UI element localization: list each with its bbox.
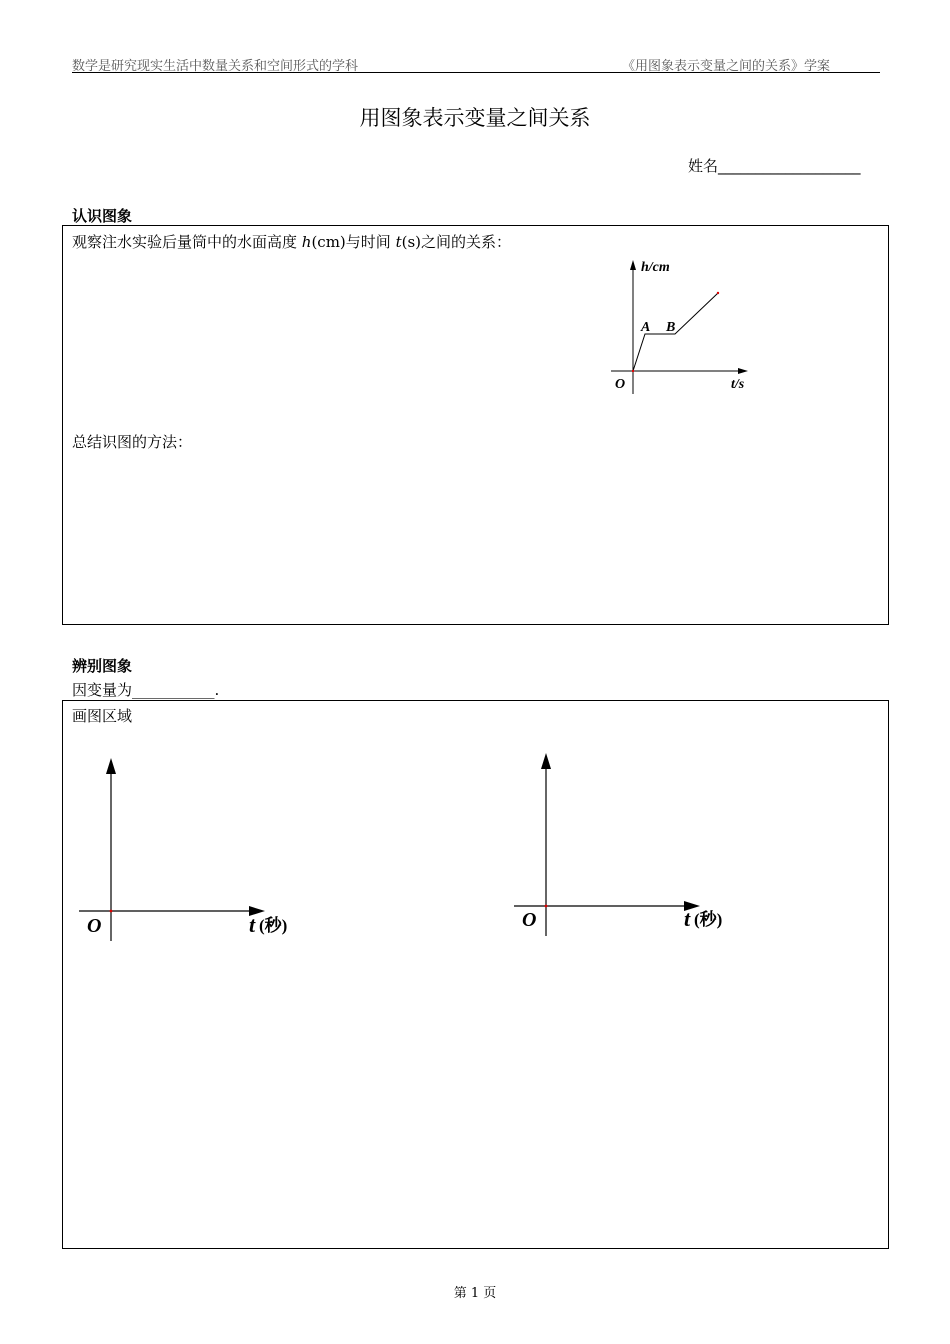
summary-prompt: 总结识图的方法： bbox=[72, 433, 193, 451]
origin-dot bbox=[632, 370, 634, 372]
y-axis-arrow-icon bbox=[630, 260, 636, 270]
section1-box bbox=[62, 225, 889, 625]
right-y-arrow-icon bbox=[541, 753, 551, 769]
empty-axes-right bbox=[508, 751, 748, 941]
section2-heading: 辨别图象 bbox=[72, 657, 133, 675]
graph-y-label: h/cm bbox=[641, 260, 670, 275]
left-origin-dot bbox=[110, 910, 113, 913]
right-x-label-unit: (秒) bbox=[694, 910, 723, 929]
graph-point-b: B bbox=[666, 320, 676, 335]
page-title: 用图象表示变量之间关系 bbox=[359, 106, 591, 130]
right-x-label-t: t bbox=[684, 906, 691, 931]
graph-origin-label: O bbox=[615, 377, 626, 392]
left-origin-label: O bbox=[87, 915, 102, 937]
empty-axes-left bbox=[73, 756, 313, 946]
name-field[interactable]: 姓名___________________ bbox=[688, 157, 861, 175]
prompt-t: t bbox=[395, 233, 402, 251]
section1-heading: 认识图象 bbox=[72, 207, 133, 225]
end-dot bbox=[717, 292, 719, 294]
right-origin-dot bbox=[545, 905, 548, 908]
left-x-label-t: t bbox=[249, 912, 256, 937]
graph-x-label: t/s bbox=[731, 377, 745, 392]
header-left-text: 数学是研究现实生活中数量关系和空间形式的学科 bbox=[72, 59, 359, 74]
prompt-pre: 观察注水实验后量筒中的水面高度 bbox=[72, 233, 302, 251]
header-right-text: 《用图象表示变量之间的关系》学案 bbox=[622, 59, 831, 74]
graph-point-a: A bbox=[641, 320, 651, 335]
left-y-arrow-icon bbox=[106, 758, 116, 774]
water-height-graph bbox=[603, 254, 773, 399]
x-axis-arrow-icon bbox=[738, 368, 748, 374]
prompt-post: (s)之间的关系： bbox=[401, 233, 511, 251]
header-rule bbox=[72, 72, 880, 73]
draw-area-label: 画图区域 bbox=[72, 707, 133, 725]
left-x-label-unit: (秒) bbox=[259, 916, 288, 935]
page-number: 第 1 页 bbox=[453, 1286, 497, 1301]
dependent-variable-blank[interactable]: 因变量为___________. bbox=[72, 681, 220, 699]
section1-prompt bbox=[72, 231, 511, 252]
prompt-h: h bbox=[301, 233, 312, 251]
prompt-mid: (cm)与时间 bbox=[311, 233, 396, 251]
right-origin-label: O bbox=[522, 909, 537, 931]
draw-area-box[interactable] bbox=[62, 700, 889, 1249]
